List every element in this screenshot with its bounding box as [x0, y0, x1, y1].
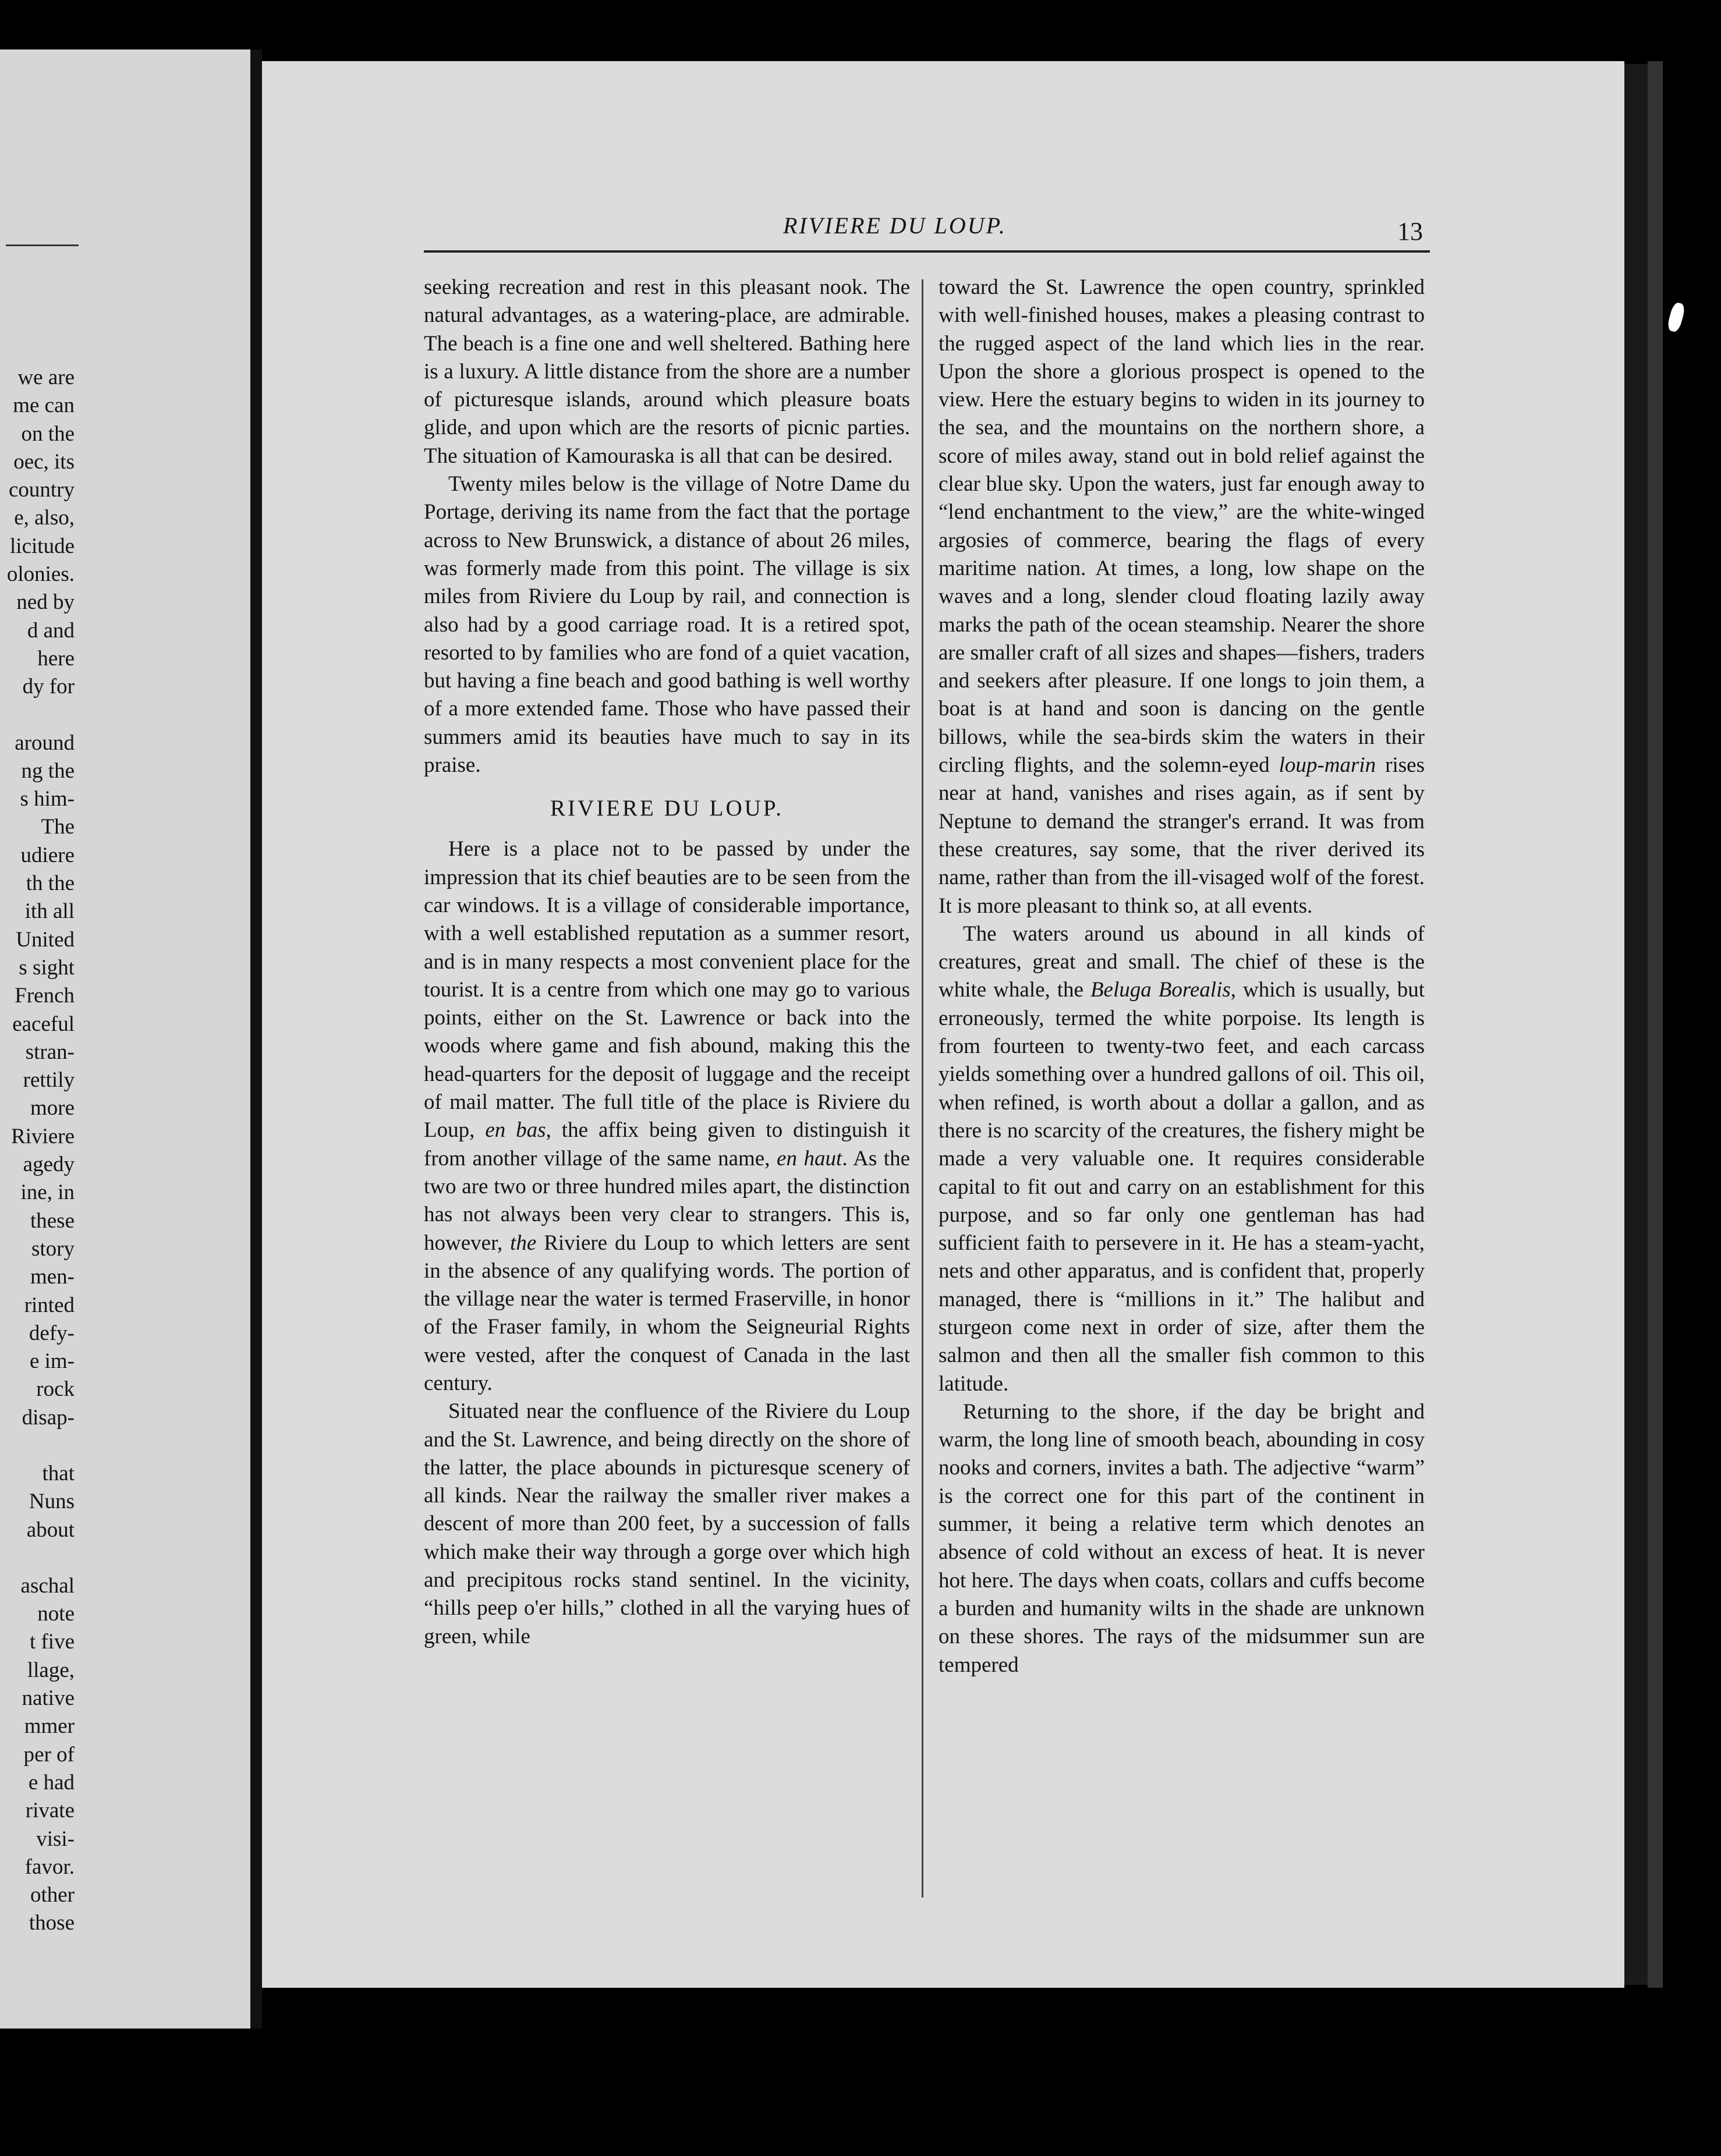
- facing-page-line: ned by: [16, 590, 75, 615]
- facing-page-line: olonies.: [6, 562, 75, 587]
- facing-page-line: rinted: [24, 1293, 75, 1317]
- facing-page-line: Riviere: [11, 1124, 75, 1148]
- facing-page-line: e im-: [29, 1349, 75, 1374]
- facing-page-line: note: [37, 1602, 75, 1626]
- facing-page-line: United: [16, 927, 75, 952]
- facing-page-line: udiere: [20, 843, 75, 867]
- facing-page-line: licitude: [10, 534, 75, 558]
- facing-page-line: [0, 1544, 75, 1572]
- facing-page-line: men-: [30, 1265, 75, 1289]
- paragraph-shore-view: toward the St. Lawrence the open country, sprinkled with well-finished houses, makes a pleasing contrast to the rugged aspect of the land which lies in the rear. Upon the shore a glorious prospect is opened to the view. Here the estuary begins to widen in its journey to the sea, and the mountains on the northern shore, a score of miles away, stand out in bold relief against the clear blue sky. Upon the waters, just far enough away to “lend enchantment to the view,” are the white-winged argosies of commerce, bearing the flags of every maritime nation. At times, a long, low shape on the waves and a long, slender cloud floating lazily away marks the path of the ocean steamship. Nearer the shore are smaller craft of all sizes and shapes—fishers, traders and seekers after pleasure. If one longs to join them, a boat is at hand and soon is dancing on the gentle billows, while the sea-birds skim the waters in their circling flights, and the solemn-eyed loup-marin rises near at hand, vanishes and rises again, as if sent by Neptune to demand the stranger's errand. It was from these creatures, say some, that the river derived its name, rather than from the ill-visaged wolf of the forest. It is more pleasant to think so, at all events.: [939, 275, 1425, 918]
- page-edge-dark: [1648, 61, 1663, 1988]
- facing-page-line: stran-: [25, 1040, 75, 1064]
- facing-page-fragment: [0, 49, 250, 2029]
- facing-page-line: th the: [26, 871, 75, 896]
- facing-page-line: rivate: [25, 1799, 75, 1823]
- paragraph-white-whale: The waters around us abound in all kinds of creatures, great and small. The chief of these is the white whale, the Beluga Borealis, which is usually, but erroneously, termed the white porpoise. Its length is from fourteen to twenty-two feet, and each carcass yields something over a hundred gallons of oil. This oil, when refined, is worth about a dollar a gallon, and as there is no scarcity of the creatures, the fishery might be made a very valuable one. It requires considerable capital to fit out and carry on an establishment for this purpose, and so far only one gentleman has had sufficient faith to persevere in it. He has a steam-yacht, nets and other apparatus, and is confident that, properly managed, there is “millions in it.” The halibut and sturgeon come next in order of size, after them the salmon and then all the smaller fish common to this latitude.: [939, 921, 1425, 1396]
- scan-speck: [1666, 302, 1686, 333]
- facing-page-line: llage,: [27, 1658, 75, 1682]
- facing-page-line: native: [22, 1686, 75, 1711]
- facing-page-line: ng the: [21, 758, 75, 783]
- facing-page-line: rock: [36, 1377, 75, 1402]
- section-heading: RIVIERE DU LOUP.: [550, 796, 784, 821]
- facing-page-line: [0, 701, 75, 729]
- facing-page-line: about: [26, 1517, 75, 1542]
- page-edge-shadow: [1624, 64, 1648, 1985]
- facing-page-line: defy-: [29, 1321, 75, 1345]
- header-rule: [424, 250, 1430, 253]
- column-rule: [922, 279, 923, 1898]
- binding-gutter: [250, 49, 262, 2029]
- facing-page-line: aschal: [20, 1573, 75, 1598]
- facing-page-line: country: [8, 478, 75, 502]
- facing-page-line: these: [30, 1208, 75, 1233]
- facing-page-line: dy for: [22, 675, 75, 699]
- facing-page-line: mmer: [24, 1714, 75, 1739]
- paragraph-riviere-du-loup: Here is a place not to be passed by under the impression that its chief beauties are to be seen from the car windows. It is a village of considerable importance, with a well established reputation as a summer resort, and is in many respects a most convenient place for the tourist. It is a centre from which one may go to various points, either on the St. Lawrence or back into the woods where game and fish abound, making this the head-quarters for the deposit of luggage and the receipt of mail matter. The full title of the place is Riviere du Loup, en bas, the affix being given to distinguish it from another village of the same name, en haut. As the two are two or three hundred miles apart, the distinction has not always been very clear to strangers. This is, however, the Riviere du Loup to which letters are sent in the absence of any qualifying words. The portion of the village near the water is termed Fraserville, in honor of the Fraser family, in whom the Seigneurial Rights were vested, after the conquest of Canada in the last century.: [424, 837, 911, 1395]
- paragraph-confluence: Situated near the confluence of the Riviere du Loup and the St. Lawrence, and being directly on the shore of the latter, the place abounds in picturesque scenery of all kinds. Near the railway the smaller river makes a descent of more than 200 feet, by a succession of falls which make their way through a gorge over which high and precipitous rocks stand sentinel. In the vicinity, “hills peep o'er hills,” clothed in all the varying hues of green, while: [424, 1399, 910, 1648]
- facing-page-line: on the: [21, 421, 75, 446]
- paragraph-kamouraska: seeking recreation and rest in this pleasant nook. The natural advantages, as a watering-place, are admirable. The beach is a fine one and well sheltered. Bathing here is a luxury. A little distance from the shore are a number of picturesque islands, around which pleasure boats glide, and upon which are the resorts of picnic parties. The situation of Kamouraska is all that can be desired.: [424, 275, 910, 468]
- facing-page-line: s sight: [19, 955, 75, 980]
- facing-page-line: e, also,: [14, 506, 75, 530]
- facing-page-line: visi-: [36, 1827, 75, 1851]
- paragraph-notre-dame: Twenty miles below is the village of Notre Dame du Portage, deriving its name from the fact that the portage across to New Brunswick, a distance of about 26 miles, was formerly made from this point. The village is six miles from Riviere du Loup by rail, and connection is also had by a good carriage road. It is a retired spot, resorted to by families who are fond of a quiet vacation, but having a fine beach and good bathing is well worthy of a more extended fame. Those who have passed their summers amid its beauties have much to say in its praise.: [424, 472, 910, 778]
- facing-page-line: around: [15, 731, 75, 755]
- facing-page-line: The: [41, 815, 75, 839]
- right-column: [939, 274, 1425, 1679]
- facing-page-line: per of: [23, 1742, 75, 1767]
- facing-page-line: t five: [29, 1630, 75, 1654]
- facing-page-line: d and: [27, 618, 75, 643]
- left-column: [424, 274, 910, 1651]
- facing-page-line: agedy: [23, 1153, 75, 1177]
- facing-page-line: rettily: [23, 1068, 75, 1093]
- facing-page-line: those: [29, 1911, 75, 1935]
- facing-page-line: favor.: [24, 1854, 75, 1879]
- facing-page-line: e had: [28, 1770, 75, 1795]
- facing-page-line: Nuns: [29, 1490, 75, 1514]
- facing-page-line: oec, its: [13, 449, 75, 474]
- facing-page-line: ine, in: [20, 1180, 75, 1205]
- facing-page-line: me can: [13, 393, 75, 418]
- facing-page-line: ith all: [24, 899, 75, 924]
- facing-page-line: [0, 1432, 75, 1460]
- facing-page-line: more: [30, 1096, 75, 1120]
- facing-page-line: here: [37, 646, 75, 671]
- facing-page-line: that: [42, 1461, 75, 1485]
- facing-page-line: s him-: [20, 787, 75, 811]
- facing-page-line: disap-: [22, 1405, 75, 1430]
- facing-page-line: French: [15, 984, 75, 1008]
- facing-page-line: story: [31, 1236, 75, 1261]
- facing-page-line: we are: [17, 366, 75, 389]
- page-number: 13: [1397, 217, 1423, 246]
- facing-page-rule: [6, 244, 79, 246]
- running-title: RIVIERE DU LOUP.: [783, 212, 1007, 239]
- facing-page-text: [0, 364, 75, 1938]
- paragraph-returning-shore: Returning to the shore, if the day be bright and warm, the long line of smooth beach, abounding in cosy nooks and corners, invites a bath. The adjective “warm” is the correct one for this part of the continent in summer, it being a relative term which denotes an absence of cold without an excess of heat. It is never hot here. The days when coats, collars and cuffs become a burden and humanity wilts in the shade are unknown on these shores. The rays of the midsummer sun are tempered: [939, 1399, 1425, 1677]
- facing-page-line: other: [30, 1883, 75, 1907]
- facing-page-line: eaceful: [12, 1012, 75, 1036]
